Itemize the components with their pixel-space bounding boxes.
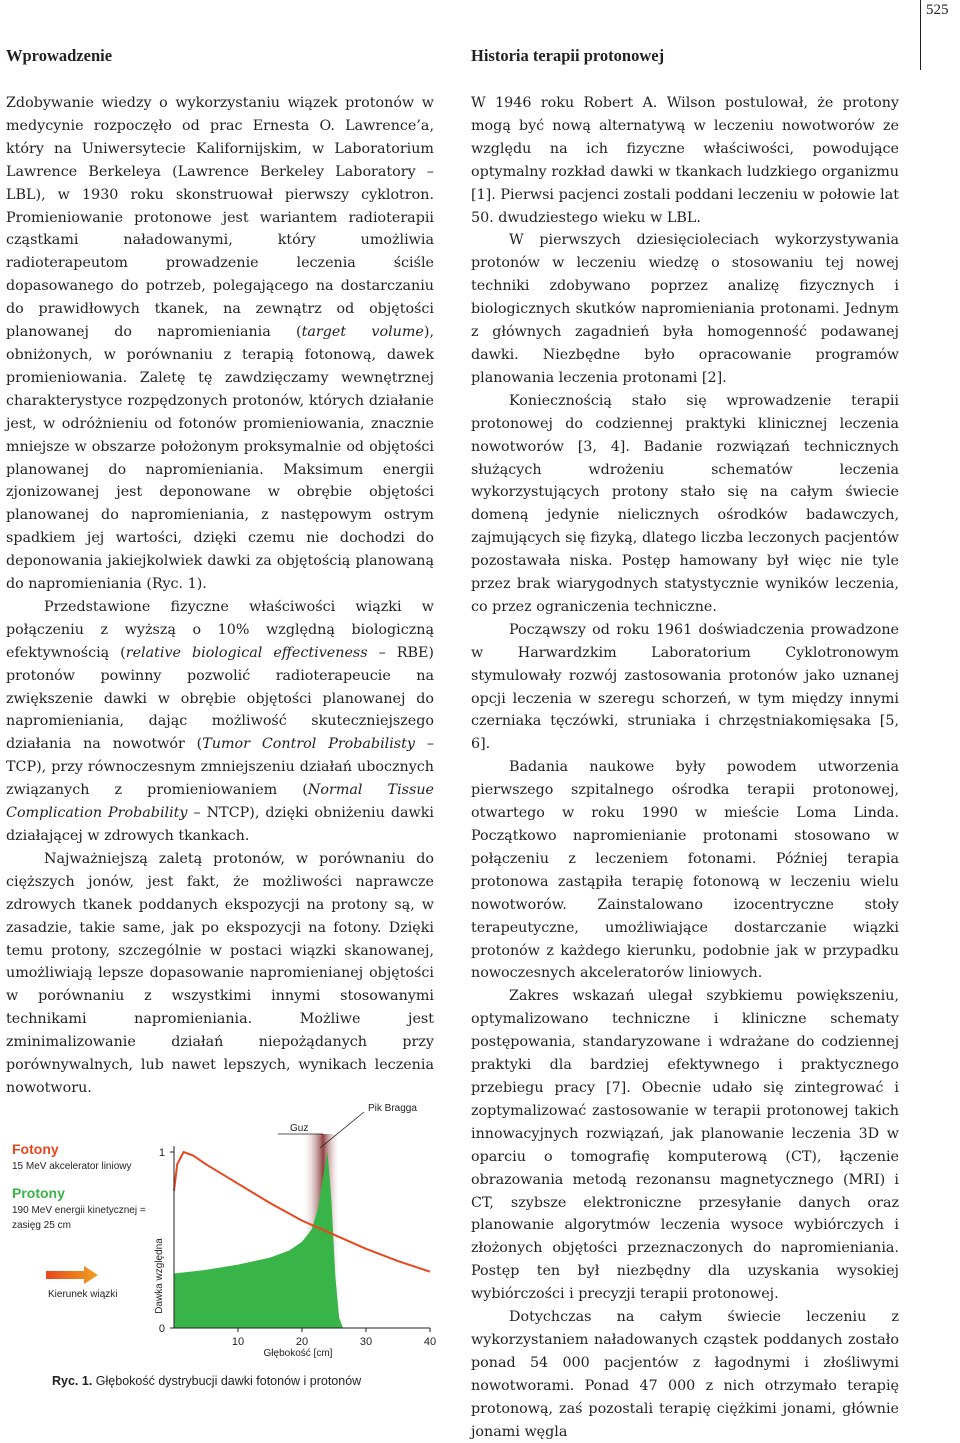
dose-depth-figure bbox=[0, 1090, 460, 1391]
legend-photons-desc: 15 MeV akcelerator liniowy bbox=[12, 1161, 132, 1172]
legend-photons-title: Fotony bbox=[12, 1141, 59, 1157]
annotation-tumor: Guz bbox=[290, 1123, 309, 1134]
x-tick-label: 10 bbox=[231, 1336, 245, 1348]
bragg-peak-pointer bbox=[320, 1112, 364, 1148]
plot-area bbox=[159, 1134, 436, 1348]
y-axis-label: Dawka względna bbox=[154, 1238, 165, 1314]
left-paragraph-3: Najważniejszą zaletą protonów, w porównaniu do cięższych jonów, jest fakt, że możliwości naprawcze zdrowych tkanek poddanych ekspozycji na protony są, w zasadzie, takie same, jak po ekspozycji na fotony. Dzięki temu protony, szczególnie w postaci wiązki skanowanej, umożliwiają lepsze dopasowanie napromienianej objętości w porównaniu z wszystkimi innymi stosowanymi technikami napromieniania. Możliwe jest zminimalizowanie działań niepożądanych przy porównywalnych, lub nawet lepszych, wynikach leczenia nowotworu. bbox=[6, 850, 434, 1096]
figure-caption bbox=[52, 1374, 361, 1388]
legend-protons-desc-1: 190 MeV energii kinetycznej = bbox=[12, 1205, 146, 1216]
right-paragraph-5: Badania naukowe były powodem utworzenia pierwszego szpitalnego ośrodka terapii protonowej, otwartego w roku 1990 w mieście Loma Linda. Początkowo napromienianie protonami stosowano w połączeniu z leczeniem fotonami. Później terapia protonowa zastąpiła terapię fotonową w leczeniu wielu nowotworów. Zainstalowano izocentryczne stoły terapeutyczne, umożliwiające dostarczanie wiązki protonów z każdego kierunku, podobnie jak w przypadku nowoczesnych akceleratorów liniowych. bbox=[471, 759, 899, 982]
y-tick-label: 0 bbox=[158, 1323, 165, 1335]
beam-direction-arrow-icon bbox=[46, 1266, 98, 1284]
legend-beam-direction: Kierunek wiązki bbox=[48, 1289, 118, 1300]
section-heading-history: Historia terapii protonowej bbox=[471, 46, 665, 65]
right-paragraph-3: Koniecznością stało się wprowadzenie terapii protonowej do codziennej praktyki klinicznej leczenia nowotworów [3, 4]. Badanie rozwiązań technicznych służących wdrożeniu schematów leczenia wykorzystujących protony stało się na całym świecie domeną jedynie nielicznych ośrodków badawczych, zajmujących się fizyką, dlatego liczba leczonych pacjentów pozostawała niska. Postęp hamowany był więc nie tyle przez brak wiarygodnych statystycznie wyników leczenia, co przez ograniczenia techniczne. bbox=[471, 392, 899, 615]
y-tick-label: 1 bbox=[158, 1147, 165, 1159]
annotation-bragg-peak: Pik Bragga bbox=[368, 1103, 417, 1114]
right-paragraph-6: Zakres wskazań ulegał szybkiemu powiększeniu, optymalizowano techniczne i kliniczne schematy postępowania, standaryzowane i wdrażane do codziennej praktyki dla bardziej efektywnego i praktycznego przebiegu pracy [7]. Obecnie udało się zintegrować i zoptymalizować zastosowanie w terapii protonowej takich innowacyjnych rozwiązań, jak planowanie leczenia 3D w oparciu o tomografię komputerową (CT), łączenie obrazowania metodą rezonansu magnetycznego (MRI) i CT, szybsze elektroniczne przesyłanie danych oraz planowanie algorytmów leczenia wysoce wybiórczych i złożonych objętości przeznaczonych do napromieniania. Postęp ten był niezbędny dla uzyskania wysokiej wybiórczości i precyzji terapii protonowej. bbox=[471, 988, 899, 1303]
legend-protons-title: Protony bbox=[12, 1185, 65, 1201]
right-paragraph-4: Począwszy od roku 1961 doświadczenia prowadzone w Harwardzkim Laboratorium Cyklotronowym stymulowały rozwój zastosowania protonów jako uznanej opcji leczenia w szeregu schorzeń, w tym między innymi czerniaka tęczówki, struniaka i chrzęstniakomięsaka [5, 6]. bbox=[471, 621, 899, 753]
right-column bbox=[471, 92, 899, 1443]
figure-caption-label: Ryc. 1. bbox=[52, 1374, 93, 1388]
page-number-rule bbox=[920, 0, 921, 70]
figure-caption-text: Głębokość dystrybucji dawki fotonów i protonów bbox=[92, 1374, 362, 1388]
left-paragraph-1: Zdobywanie wiedzy o wykorzystaniu wiązek protonów w medycynie rozpoczęło od prac Ernesta O. Lawrence’a, który na Uniwersytecie Kalifornijskim, w Laboratorium Lawrence Berkeleya (Lawrence Berkeley Laboratory – LBL), w 1930 roku skonstruował pierwszy cyklotron. Promieniowanie protonowe jest wariantem radioterapii cząstkami naładowanymi, który umożliwia radioterapeutom prowadzenie leczenia ściśle dopasowanego do potrzeb, polegającego na dostarczaniu do prawidłowych tkanek, na zewnątrz od objętości planowanej do napromieniania (target volume), obniżonych, w porównaniu z terapią fotonową, dawek promieniowania. Zaletę tę zawdzięczamy wewnętrznej charakterystyce rozpędzonych protonów, których działanie jest, w odróżnieniu od fotonów promieniowania, znacznie mniejsze w obszarze położonym proksymalnie od objętości planowanej do napromieniania. Maksimum energii zjonizowanej jest deponowane w obrębie objętości planowanej do napromieniania, z następowym ostrym spadkiem jej wartości, dzięki czemu nie dochodzi do deponowania jakiejkolwiek dawki za objętością planowaną do napromieniania (Ryc. 1). bbox=[6, 95, 434, 593]
x-tick-label: 30 bbox=[359, 1336, 373, 1348]
x-axis-label: Głębokość [cm] bbox=[263, 1348, 333, 1359]
legend-protons-desc-2: zasięg 25 cm bbox=[12, 1220, 71, 1231]
dose-depth-chart bbox=[0, 1090, 460, 1391]
right-paragraph-1: W 1946 roku Robert A. Wilson postulował, że protony mogą być nową alternatywą w leczeniu nowotworów ze względu na ich fizyczne właściwości, powodujące optymalny rozkład dawki w tkankach ludzkiego organizmu [1]. Pierwsi pacjenci zostali poddani leczeniu w połowie lat 50. dwudziestego wieku w LBL. bbox=[471, 95, 899, 226]
left-paragraph-2: Przedstawione fizyczne właściwości wiązki w połączeniu z wyższą o 10% względną biologiczną efektywnością (relative biological effectiveness – RBE) protonów powinny pozwolić radioterapeucie na zwiększenie dawki w obrębie objętości planowanej do napromieniania, dając możliwość skuteczniejszego działania na nowotwór (Tumor Control Probabilisty – TCP), przy równoczesnym zmniejszeniu działań ubocznych związanych z promieniowaniem (Normal Tissue Complication Probability – NTCP), dzięki obniżeniu dawki działającej w zdrowych tkankach. bbox=[6, 598, 434, 844]
section-heading-introduction: Wprowadzenie bbox=[6, 46, 113, 65]
right-paragraph-2: W pierwszych dziesięcioleciach wykorzystywania protonów w leczeniu wiedzę o stosowaniu tej nowej techniki zdobywano poprzez analizę fizycznych i biologicznych skutków napromieniania protonami. Jednym z głównych zagadnień była homogenność podawanej dawki. Niezbędne było opracowanie programów planowania leczenia protonami [2]. bbox=[471, 232, 899, 386]
left-column bbox=[6, 92, 434, 1100]
right-paragraph-7: Dotychczas na całym świecie leczeniu z wykorzystaniem naładowanych cząstek poddanych zostało ponad 54 000 pacjentów z łagodnymi i złośliwymi nowotworami. Ponad 47 000 z nich otrzymało terapię protonową, zaś pozostali terapię ciężkimi jonami, głównie jonami węgla bbox=[471, 1309, 899, 1440]
page-number: 525 bbox=[926, 2, 949, 18]
x-tick-label: 40 bbox=[423, 1336, 437, 1348]
x-tick-label: 20 bbox=[295, 1336, 309, 1348]
